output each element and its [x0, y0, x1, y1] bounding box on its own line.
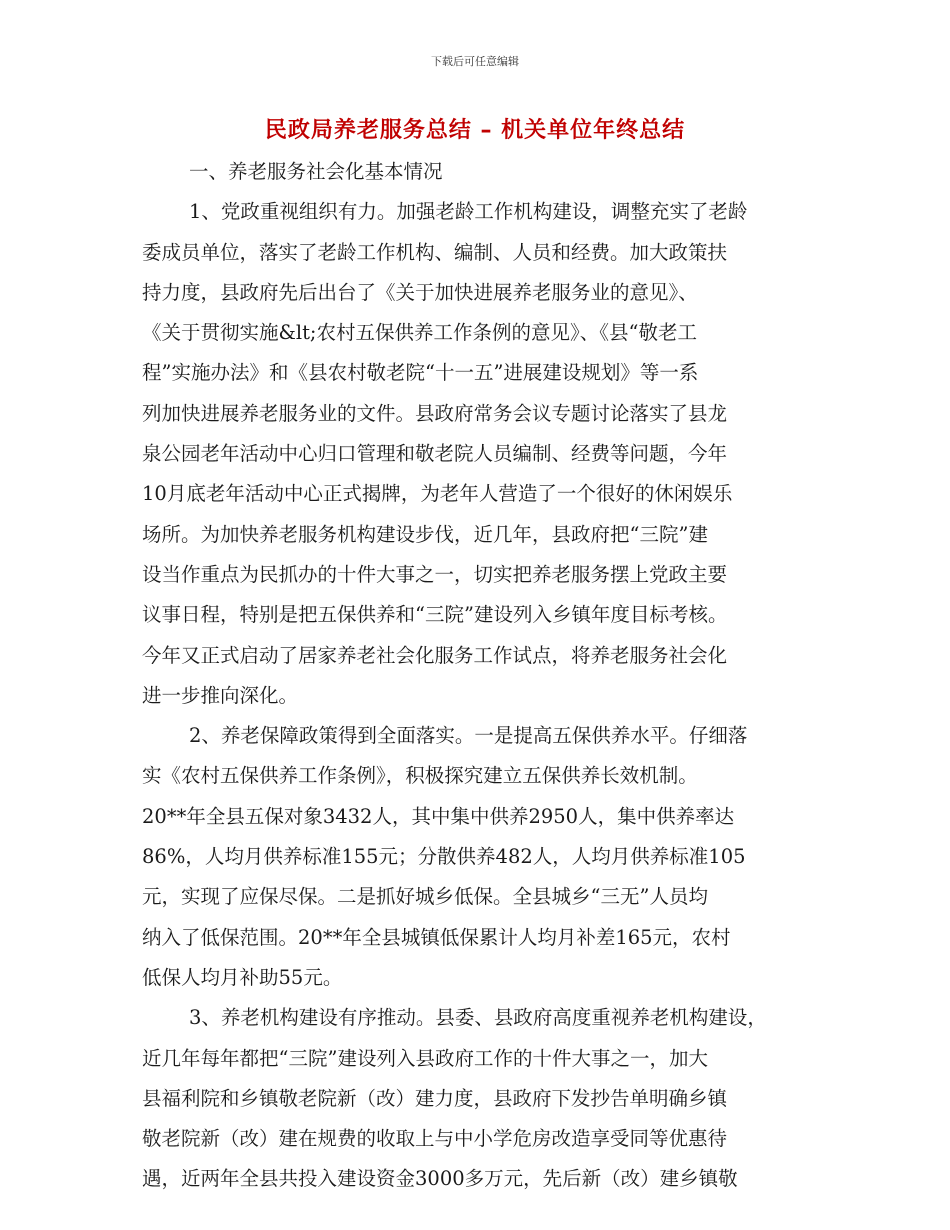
text-line: 遇，近两年全县共投入建设资金3000多万元，先后新（改）建乡镇敬: [142, 1167, 738, 1191]
text-line: 场所。为加快养老服务机构建设步伐，近几年，县政府把“三院”建: [142, 522, 708, 546]
page-header-note: 下载后可任意编辑: [431, 55, 519, 68]
text-line: 86%，人均月供养标准155元；分散供养482人，人均月供养标准105: [142, 845, 746, 869]
text-line: 委成员单位，落实了老龄工作机构、编制、人员和经费。加大政策扶: [142, 240, 728, 264]
text-line: 设当作重点为民抓办的十件大事之一，切实把养老服务摆上党政主要: [142, 562, 728, 586]
document-body: [142, 152, 822, 1200]
text-line: 进一步推向深化。: [142, 683, 299, 707]
text-line: 2、养老保障政策得到全面落实。一是提高五保供养水平。仔细落: [189, 724, 748, 748]
section-heading: 一、养老服务社会化基本情况: [189, 160, 443, 183]
text-line: 纳入了低保范围。20**年全县城镇低保累计人均月补差165元，农村: [142, 925, 731, 949]
text-line: 实《农村五保供养工作条例》，积极探究建立五保供养长效机制。: [142, 764, 698, 788]
text-line: 10月底老年活动中心正式揭牌，为老年人营造了一个很好的休闲娱乐: [142, 482, 733, 506]
text-line: 泉公园老年活动中心归口管理和敬老院人员编制、经费等问题，今年: [142, 442, 728, 466]
text-line: 持力度，县政府先后出台了《关于加快进展养老服务业的意见》、: [142, 280, 698, 304]
text-line: 今年又正式启动了居家养老社会化服务工作试点，将养老服务社会化: [142, 643, 728, 667]
text-line: 近几年每年都把“三院”建设列入县政府工作的十件大事之一，加大: [142, 1046, 708, 1070]
text-line: 《关于贯彻实施&lt;农村五保供养工作条例的意见》、《县“敬老工: [142, 321, 697, 345]
text-line: 元，实现了应保尽保。二是抓好城乡低保。全县城乡“三无”人员均: [142, 885, 708, 909]
paragraph-security-policy: [142, 716, 822, 998]
paragraph-institution-building: [142, 998, 822, 1199]
text-line: 程”实施办法》和《县农村敬老院“十一五”进展建设规划》等一系: [142, 361, 699, 385]
document-title: 民政局养老服务总结 – 机关单位年终总结: [264, 118, 686, 143]
paragraph-policy-support: [142, 192, 822, 716]
text-line: 敬老院新（改）建在规费的收取上与中小学危房改造享受同等优惠待: [142, 1127, 728, 1151]
text-line: 议事日程，特别是把五保供养和“三院”建设列入乡镇年度目标考核。: [142, 603, 728, 627]
text-line: 3、养老机构建设有序推动。县委、县政府高度重视养老机构建设，: [189, 1006, 767, 1030]
text-line: 列加快进展养老服务业的文件。县政府常务会议专题讨论落实了县龙: [142, 401, 728, 425]
text-line: 县福利院和乡镇敬老院新（改）建力度，县政府下发抄告单明确乡镇: [142, 1086, 728, 1110]
text-line: 低保人均月补助55元。: [142, 965, 343, 989]
text-line: 20**年全县五保对象3432人，其中集中供养2950人，集中供养率达: [142, 804, 735, 828]
text-line: 1、党政重视组织有力。加强老龄工作机构建设，调整充实了老龄: [189, 200, 748, 224]
